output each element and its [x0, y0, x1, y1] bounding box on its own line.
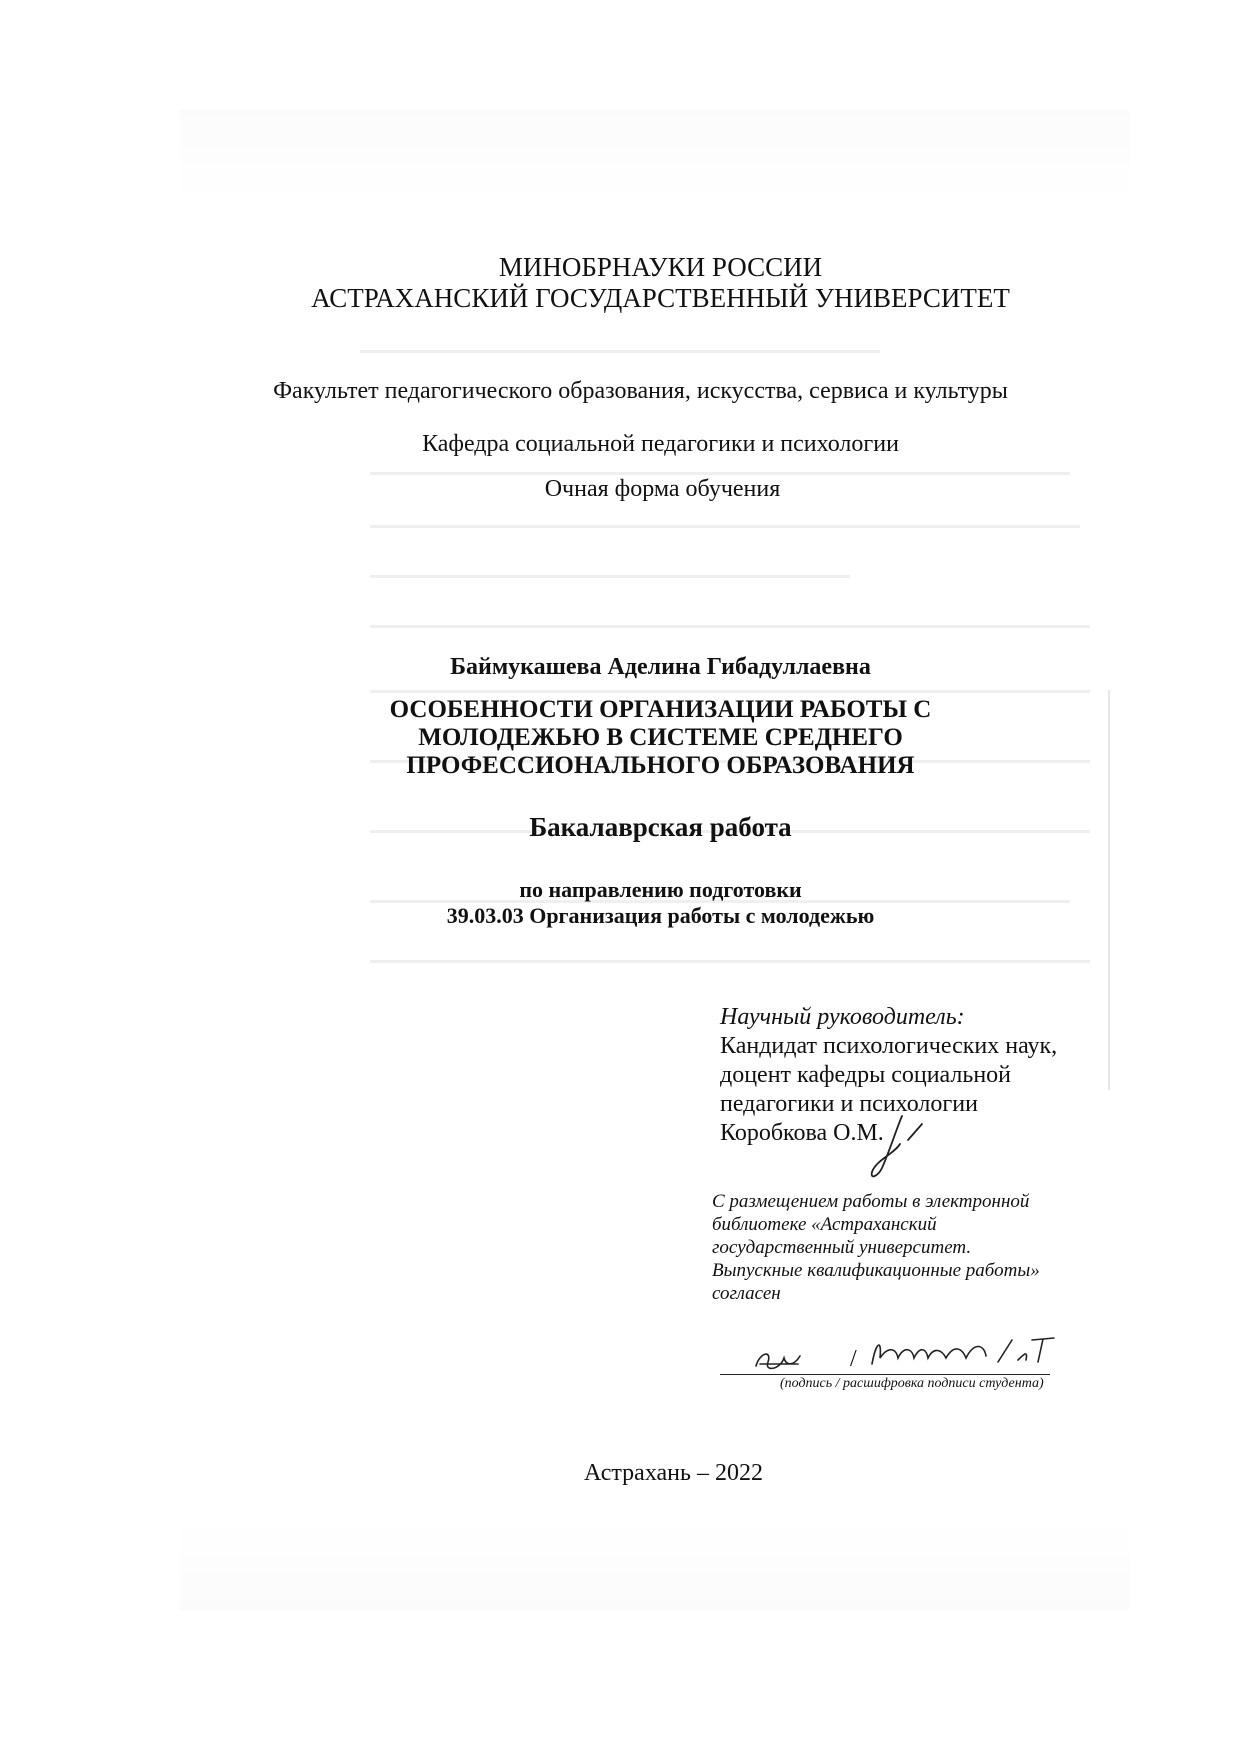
supervisor-line: доцент кафедры социальной — [720, 1062, 1012, 1088]
supervisor-line: педагогики и психологии — [720, 1091, 978, 1117]
student-signature — [750, 1344, 810, 1378]
work-type: Бакалаврская работа — [529, 812, 792, 842]
student-signature-decoding — [868, 1332, 1058, 1372]
direction-name: 39.03.03 Организация работы с молодежью — [446, 903, 875, 928]
thesis-title-line: МОЛОДЕЖЬЮ В СИСТЕМЕ СРЕДНЕГО — [418, 724, 903, 751]
department-name: Кафедра социальной педагогики и психологии — [422, 431, 899, 457]
bleed-through-line — [370, 625, 1090, 628]
ministry-name: МИНОБРНАУКИ РОССИИ — [498, 252, 823, 282]
faculty-name: Факультет педагогического образования, искусства, сервиса и культуры — [273, 378, 1008, 404]
thesis-title-line: ПРОФЕССИОНАЛЬНОГО ОБРАЗОВАНИЯ — [406, 752, 915, 779]
bleed-through-line — [370, 575, 850, 578]
consent-line: государственный университет. — [712, 1237, 972, 1258]
thesis-title-line: ОСОБЕННОСТИ ОРГАНИЗАЦИИ РАБОТЫ С — [389, 696, 932, 723]
supervisor-name: Коробкова О.М. — [720, 1120, 884, 1146]
publication-consent — [712, 1190, 1040, 1305]
bleed-through-line — [370, 525, 1080, 528]
direction-label: по направлению подготовки — [519, 877, 802, 902]
consent-line: С размещением работы в электронной — [712, 1191, 1030, 1212]
signature-caption: (подпись / расшифровка подписи студента) — [780, 1376, 1044, 1391]
signature-line — [720, 1374, 1050, 1375]
university-name: АСТРАХАНСКИЙ ГОСУДАРСТВЕННЫЙ УНИВЕРСИТЕТ — [311, 283, 1010, 313]
student-signature-area — [720, 1330, 1060, 1400]
signature-separator: / — [850, 1346, 857, 1372]
city-year: Астрахань – 2022 — [584, 1460, 763, 1486]
bleed-through-line — [360, 350, 880, 353]
consent-line: библиотеке «Астраханский — [712, 1214, 937, 1235]
consent-line: Выпускные квалификационные работы» — [712, 1260, 1040, 1281]
supervisor-role: Научный руководитель: — [720, 1004, 965, 1030]
author-name: Баймукашева Аделина Гибадуллаевна — [450, 654, 871, 680]
supervisor-signature — [860, 1110, 930, 1190]
bleed-through-line — [370, 690, 1090, 693]
bleed-through-line — [370, 960, 1090, 963]
supervisor-line: Кандидат психологических наук, — [720, 1033, 1058, 1059]
bleed-through-line — [370, 472, 1070, 475]
study-form: Очная форма обучения — [544, 476, 781, 502]
consent-line: согласен — [712, 1283, 781, 1304]
